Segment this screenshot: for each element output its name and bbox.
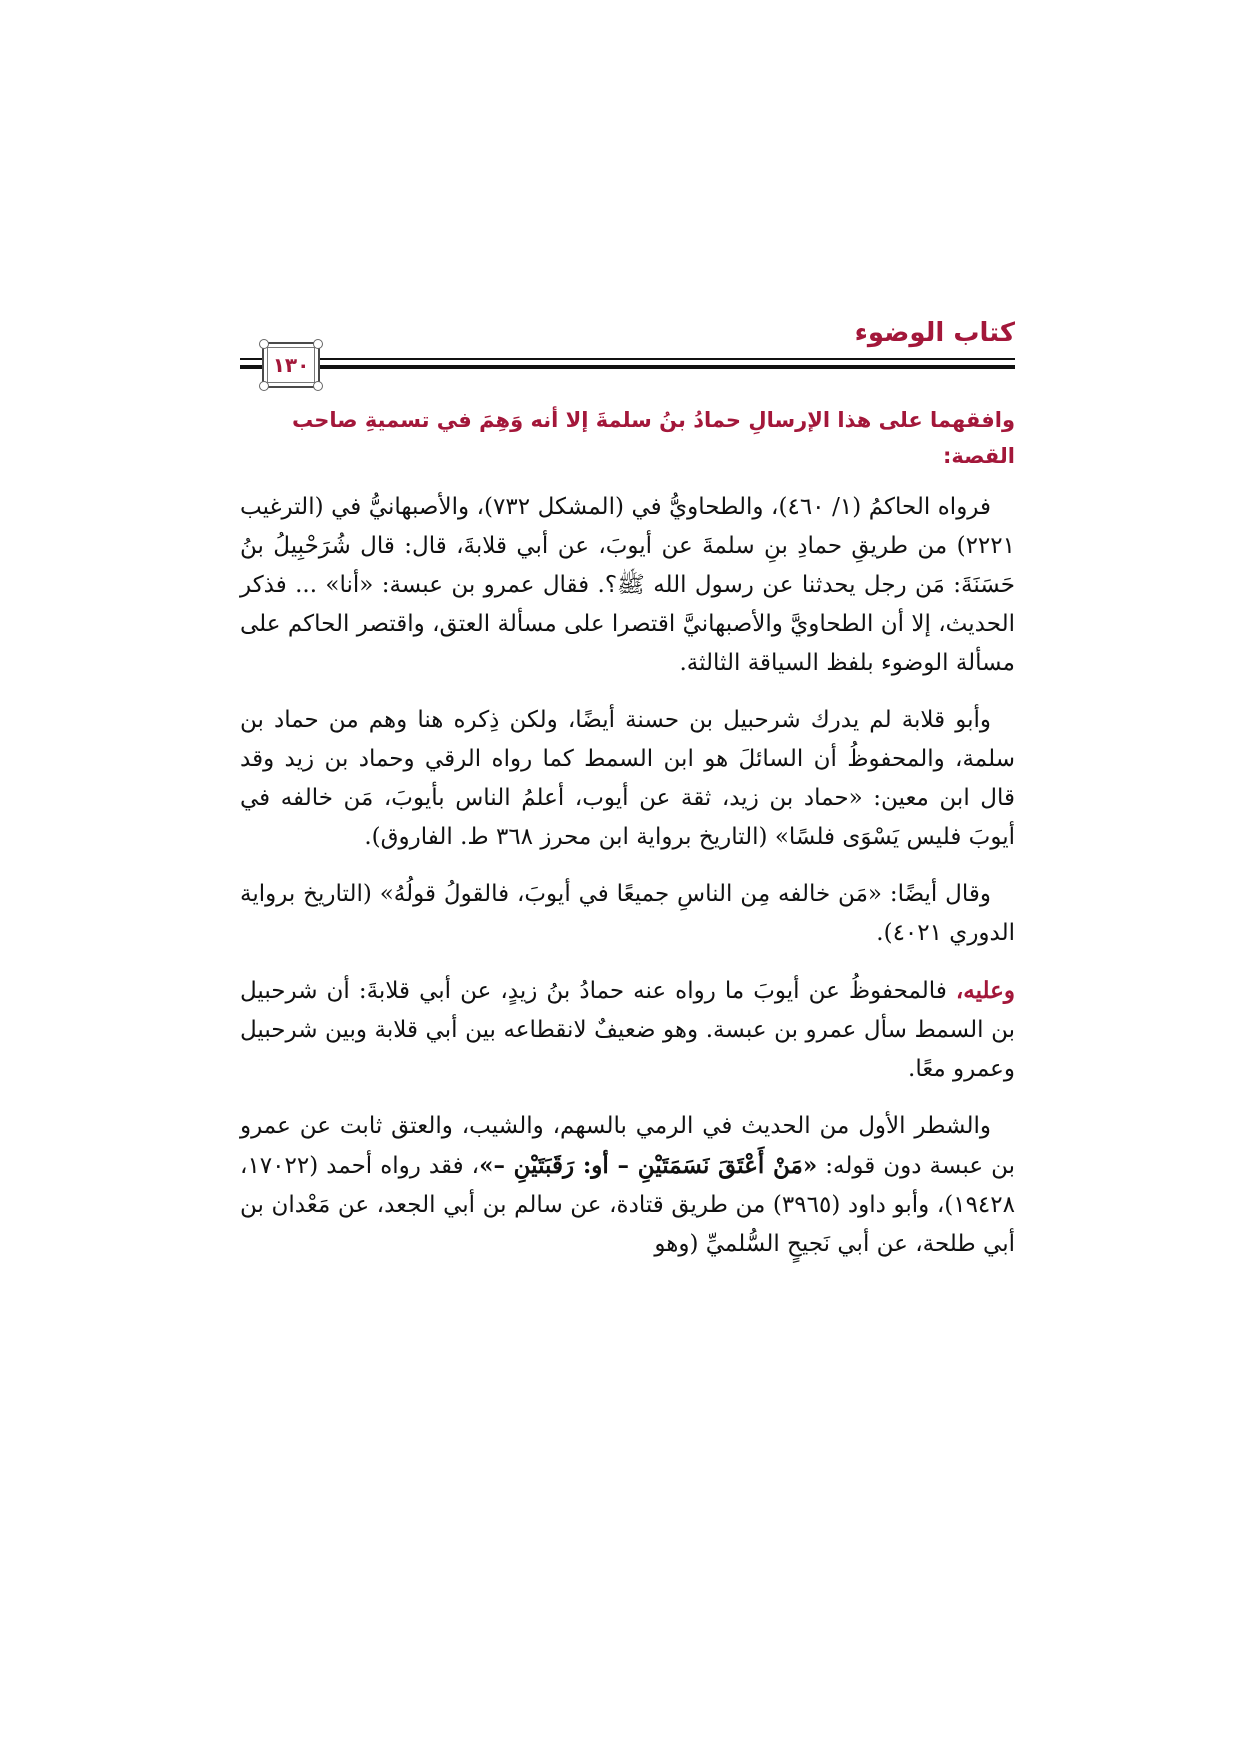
paragraph-2: وأبو قلابة لم يدرك شرحبيل بن حسنة أيضًا، ولكن ذِكره هنا وهم من حماد بن سلمة، والمحفوظُ أن السائلَ هو ابن السمط كما رواه الرقي وحماد بن زيد وقد قال ابن معين: «حماد بن زيد، ثقة عن أيوب، أعلمُ الناس بأيوبَ، مَن خالفه في أيوبَ فليس يَسْوَى فلسًا» (التاريخ برواية ابن محرز ٣٦٨ ط. الفاروق). bbox=[240, 707, 1015, 850]
paragraph-5 bbox=[240, 1107, 1015, 1264]
page-number: ١٣٠ bbox=[272, 353, 310, 377]
ornament-icon bbox=[313, 339, 323, 349]
ornament-icon bbox=[259, 381, 269, 391]
page-number-badge bbox=[262, 342, 320, 388]
paragraph-5-text-b: ، فقد رواه أحمد (١٧٠٢٢، ١٩٤٢٨)، وأبو داود (٣٩٦٥) من طريق قتادة، عن سالم بن أبي الجعد، عن مَعْدان بن أبي طلحة، عن أبي نَجيحٍ السُّلميِّ (وهو bbox=[240, 1153, 1015, 1257]
paragraph-1: فرواه الحاكمُ (١/ ٤٦٠)، والطحاويُّ في (المشكل ٧٣٢)، والأصبهانيُّ في (الترغيب ٢٢٢١) من طريقِ حمادِ بنِ سلمةَ عن أيوبَ، عن أبي قلابةَ، قال: قال شُرَحْبِيلُ بنُ حَسَنَةَ: مَن رجل يحدثنا عن رسول الله ﷺ؟. فقال عمرو بن عبسة: «أنا» ... فذكر الحديث، إلا أن الطحاويَّ والأصبهانيَّ اقتصرا على مسألة العتق، واقتصر الحاكم على مسألة الوضوء بلفظ السياقة الثالثة. bbox=[240, 494, 1015, 676]
paragraph-4-lead: وعليه، bbox=[955, 977, 1015, 1004]
page-header bbox=[240, 318, 1015, 390]
header-rule-thick bbox=[240, 365, 1015, 369]
paragraph-4-text: فالمحفوظُ عن أيوبَ ما رواه عنه حمادُ بنُ زيدٍ، عن أبي قلابةَ: أن شرحبيل بن السمط سأل عمرو بن عبسة. وهو ضعيفٌ لانقطاعه بين أبي قلابة وبين شرحبيل وعمرو معًا. bbox=[240, 978, 1015, 1082]
ornament-icon bbox=[259, 339, 269, 349]
section-heading: وافقهما على هذا الإرسالِ حمادُ بنُ سلمةَ إلا أنه وَهِمَ في تسميةِ صاحب القصة: bbox=[291, 408, 1015, 468]
page-content bbox=[240, 402, 1015, 1282]
paragraph-5-quote: «مَنْ أَعْتَقَ نَسَمَتَيْنِ – أو: رَقَبَتَيْنِ –» bbox=[479, 1152, 818, 1179]
ornament-icon bbox=[313, 381, 323, 391]
header-rule bbox=[240, 358, 1015, 360]
book-title: كتاب الوضوء bbox=[854, 318, 1015, 348]
paragraph-5-text-a: والشطر الأول من الحديث في الرمي بالسهم، والشيب، والعتق ثابت عن عمرو بن عبسة دون قوله: bbox=[240, 1113, 1015, 1179]
paragraph-3: وقال أيضًا: «مَن خالفه مِن الناسِ جميعًا في أيوبَ، فالقولُ قولُهُ» (التاريخ برواية الدوري ٤٠٢١). bbox=[240, 881, 1015, 946]
paragraph-4 bbox=[240, 971, 1015, 1089]
